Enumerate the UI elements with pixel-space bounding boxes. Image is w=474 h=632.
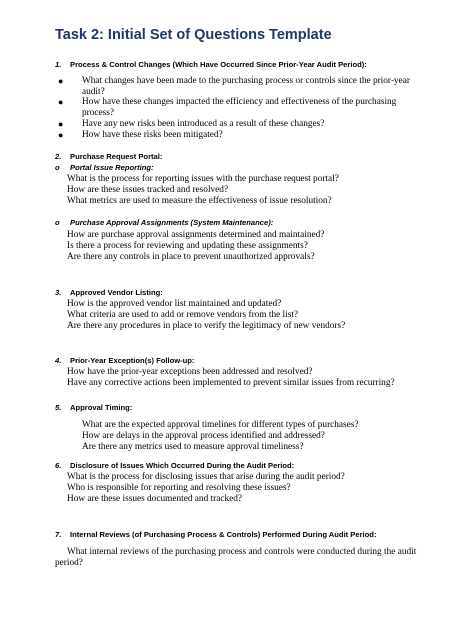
section-number: 1.	[55, 60, 62, 69]
question-line: Who is responsible for reporting and resolving these issues?	[67, 483, 291, 493]
question-line: How is the approved vendor list maintained and updated?	[67, 299, 282, 309]
section-title: Process & Control Changes (Which Have Occurred Since Prior-Year Audit Period):	[70, 60, 367, 69]
question-line: Have any corrective actions been implemented to prevent similar issues from recurring?	[67, 378, 395, 388]
question-line: How are purchase approval assignments determined and maintained?	[67, 230, 325, 240]
question-line: How have the prior-year exceptions been addressed and resolved?	[67, 367, 313, 377]
bullet-item: ● Have any new risks been introduced as a result of these changes?	[58, 119, 325, 129]
bullet-icon: ●	[58, 76, 64, 86]
subsection-portal-issue-reporting: o Portal Issue Reporting:	[55, 163, 154, 172]
bullet-item: ● What changes have been made to the purchasing process or controls since the prior-year audit?	[58, 76, 410, 97]
section-heading-4: 4. Prior-Year Exception(s) Follow-up:	[55, 356, 195, 365]
question-line: How are these issues tracked and resolved?	[67, 185, 229, 195]
section-heading-2: 2. Purchase Request Portal:	[55, 152, 163, 161]
bullet-item: ● How have these risks been mitigated?	[58, 130, 223, 140]
bullet-item: ● How have these changes impacted the efficiency and effectiveness of the purchasing process?	[58, 97, 397, 118]
question-line: How are delays in the approval process identified and addressed?	[82, 431, 325, 441]
section-heading-6: 6. Disclosure of Issues Which Occurred During the Audit Period:	[55, 461, 295, 470]
question-line: What is the process for disclosing issues that arise during the audit period?	[67, 472, 345, 482]
question-line: What metrics are used to measure the effectiveness of issue resolution?	[67, 196, 332, 206]
document-title: Task 2: Initial Set of Questions Template	[55, 27, 332, 43]
section-heading-3: 3. Approved Vendor Listing:	[55, 288, 163, 297]
bullet-icon: ●	[58, 130, 64, 140]
section-heading-1	[55, 60, 367, 69]
question-line: How are these issues documented and tracked?	[67, 494, 243, 504]
bullet-icon: ●	[58, 97, 64, 107]
question-paragraph: What internal reviews of the purchasing process and controls were conducted during the audit period?	[55, 547, 417, 568]
question-line: Are there any procedures in place to verify the legitimacy of new vendors?	[67, 321, 346, 331]
question-line: What criteria are used to add or remove vendors from the list?	[67, 310, 299, 320]
bullet-icon: ●	[58, 119, 64, 129]
question-line: Are there any metrics used to measure approval timeliness?	[82, 442, 304, 452]
question-line: Is there a process for reviewing and updating these assignments?	[67, 241, 308, 251]
subsection-purchase-approval-assignments: o Purchase Approval Assignments (System Maintenance):	[55, 218, 274, 227]
section-heading-5: 5. Approval Timing:	[55, 403, 133, 412]
question-line: Are there any controls in place to prevent unauthorized approvals?	[67, 252, 315, 262]
section-heading-7: 7. Internal Reviews (of Purchasing Process & Controls) Performed During Audit Period:	[55, 530, 377, 539]
question-line: What are the expected approval timelines for different types of purchases?	[82, 420, 359, 430]
question-line: What is the process for reporting issues with the purchase request portal?	[67, 174, 339, 184]
